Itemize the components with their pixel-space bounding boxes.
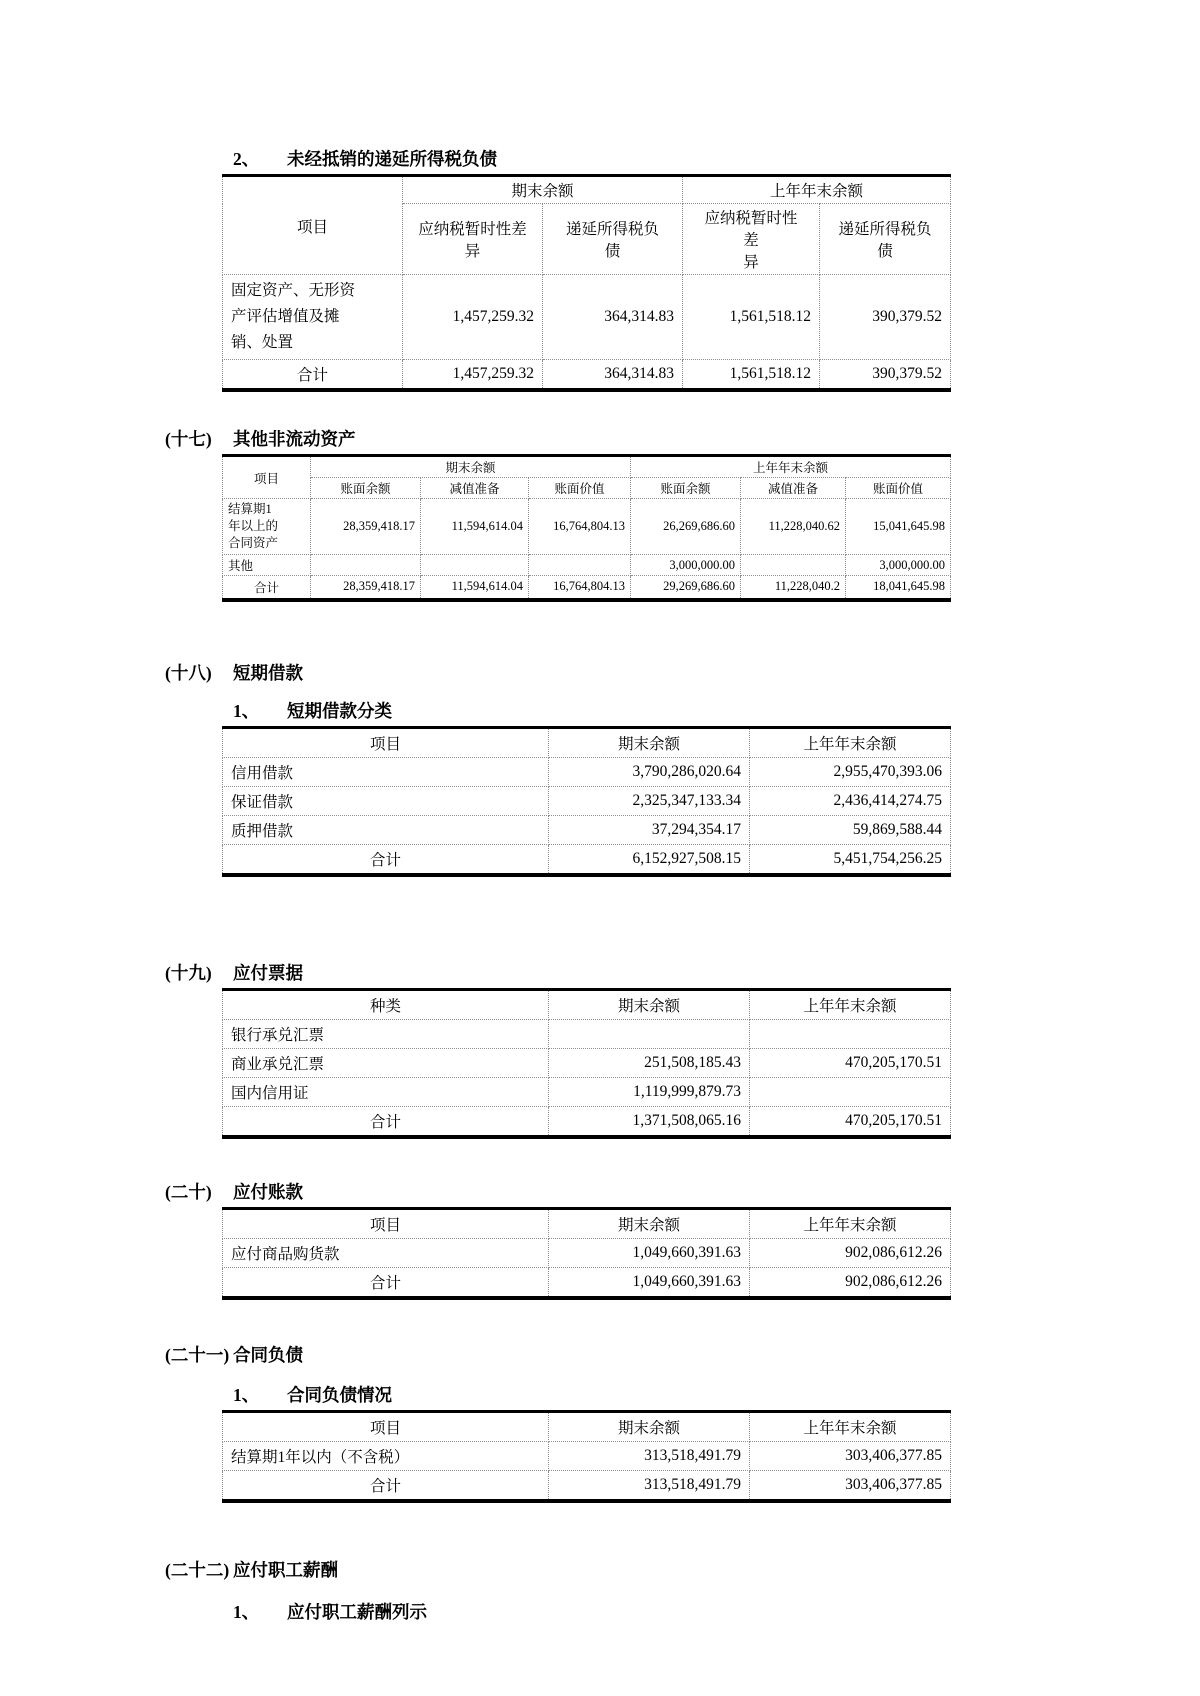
- column-header-item: 项目: [223, 176, 403, 275]
- amount-cell: 15,041,645.98: [846, 499, 951, 555]
- section-number: (二十): [165, 1181, 212, 1202]
- column-header-prior-year: 上年年末余额: [750, 989, 951, 1019]
- row-label: 商业承兑汇票: [223, 1048, 549, 1077]
- total-amount-cell: 1,371,508,065.16: [549, 1106, 750, 1137]
- subsection-title: 合同负债情况: [287, 1384, 392, 1405]
- column-header-prior-year: 上年年末余额: [683, 176, 951, 204]
- total-label: 合计: [223, 1470, 549, 1501]
- amount-cell: [741, 555, 846, 576]
- total-label: 合计: [223, 360, 403, 391]
- column-header-period-end: 期末余额: [549, 727, 750, 757]
- section-title: 应付票据: [233, 962, 303, 983]
- amount-cell: 37,294,354.17: [549, 815, 750, 844]
- total-amount-cell: 313,518,491.79: [549, 1470, 750, 1501]
- section-heading: [165, 428, 1200, 450]
- table-row: [223, 1077, 951, 1106]
- total-amount-cell: 5,451,754,256.25: [750, 844, 951, 875]
- amount-cell: 1,049,660,391.63: [549, 1238, 750, 1267]
- table-row: [223, 786, 951, 815]
- section-accounts-payable: [0, 1181, 1200, 1300]
- subsection-number: 1、: [233, 1601, 260, 1622]
- total-label: 合计: [223, 1106, 549, 1137]
- amount-cell: [529, 555, 631, 576]
- section-title: 应付职工薪酬: [233, 1559, 338, 1580]
- row-label: 国内信用证: [223, 1077, 549, 1106]
- column-header-prior-year: 上年年末余额: [750, 1208, 951, 1238]
- total-amount-cell: 1,457,259.32: [403, 360, 543, 391]
- total-row: [223, 360, 951, 391]
- table-row: [223, 499, 951, 555]
- row-label: 保证借款: [223, 786, 549, 815]
- column-header-book-value: 账面价值: [529, 478, 631, 499]
- subsection-title: 短期借款分类: [287, 700, 392, 721]
- section-notes-payable: [0, 962, 1200, 1139]
- subsection-heading: [233, 1601, 1200, 1623]
- total-amount-cell: 364,314.83: [543, 360, 683, 391]
- column-header-period-end: 期末余额: [549, 989, 750, 1019]
- column-header-prior-year: 上年年末余额: [750, 727, 951, 757]
- row-label: 银行承兑汇票: [223, 1019, 549, 1048]
- amount-cell: 2,436,414,274.75: [750, 786, 951, 815]
- section-heading: [233, 148, 1200, 170]
- total-row: [223, 576, 951, 600]
- column-header-period-end: 期末余额: [311, 456, 631, 478]
- total-amount-cell: 6,152,927,508.15: [549, 844, 750, 875]
- amount-cell: 3,000,000.00: [846, 555, 951, 576]
- column-header-item: 项目: [223, 456, 311, 499]
- amount-cell: 2,955,470,393.06: [750, 757, 951, 786]
- total-amount-cell: 902,086,612.26: [750, 1267, 951, 1298]
- deferred-tax-table: [222, 174, 951, 392]
- total-amount-cell: 1,561,518.12: [683, 360, 820, 391]
- table-row: [223, 1441, 951, 1470]
- amount-cell: 313,518,491.79: [549, 1441, 750, 1470]
- section-heading: [165, 1344, 1200, 1366]
- column-header-item: 项目: [223, 1411, 549, 1441]
- total-label: 合计: [223, 844, 549, 875]
- column-header-period-end: 期末余额: [549, 1208, 750, 1238]
- amount-cell: 28,359,418.17: [311, 499, 421, 555]
- section-other-noncurrent-assets: [0, 428, 1200, 602]
- section-title: 其他非流动资产: [233, 429, 356, 449]
- total-amount-cell: 390,379.52: [820, 360, 951, 391]
- section-employee-compensation: [0, 1559, 1200, 1623]
- total-row: [223, 1106, 951, 1137]
- row-label: 结算期1年以内（不含税）: [223, 1441, 549, 1470]
- total-amount-cell: 16,764,804.13: [529, 576, 631, 600]
- table-row: [223, 1019, 951, 1048]
- section-number: (十八): [165, 662, 212, 683]
- amount-cell: [421, 555, 529, 576]
- column-header-book-balance: 账面余额: [631, 478, 741, 499]
- amount-cell: 2,325,347,133.34: [549, 786, 750, 815]
- short-term-loans-table: [222, 726, 951, 877]
- section-contract-liabilities: [0, 1344, 1200, 1503]
- total-amount-cell: 11,594,614.04: [421, 576, 529, 600]
- section-title: 未经抵销的递延所得税负债: [287, 149, 497, 169]
- section-number: (二十二): [165, 1559, 230, 1580]
- column-header-impairment: 减值准备: [741, 478, 846, 499]
- amount-cell: 902,086,612.26: [750, 1238, 951, 1267]
- section-deferred-tax: [0, 148, 1200, 392]
- section-title: 合同负债: [233, 1344, 303, 1365]
- table-row: [223, 757, 951, 786]
- row-label: 质押借款: [223, 815, 549, 844]
- amount-cell: [750, 1077, 951, 1106]
- total-row: [223, 1267, 951, 1298]
- row-label: 其他: [223, 555, 311, 576]
- total-row: [223, 844, 951, 875]
- section-number: (十七): [165, 429, 212, 449]
- total-amount-cell: 470,205,170.51: [750, 1106, 951, 1137]
- column-header-impairment: 减值准备: [421, 478, 529, 499]
- row-label: 信用借款: [223, 757, 549, 786]
- section-heading: [165, 1559, 1200, 1581]
- row-label: 应付商品购货款: [223, 1238, 549, 1267]
- total-label: 合计: [223, 576, 311, 600]
- subsection-heading: [233, 1384, 1200, 1406]
- section-number: (十九): [165, 962, 212, 983]
- column-header-item: 项目: [223, 1208, 549, 1238]
- section-number: 2、: [233, 149, 260, 169]
- amount-cell: [549, 1019, 750, 1048]
- total-amount-cell: 18,041,645.98: [846, 576, 951, 600]
- amount-cell: [750, 1019, 951, 1048]
- row-label: 固定资产、无形资 产评估增值及摊 销、处置: [223, 275, 403, 360]
- contract-liabilities-table: [222, 1410, 951, 1503]
- section-heading: [165, 1181, 1200, 1203]
- other-noncurrent-assets-table: [222, 454, 951, 602]
- column-header-taxable-diff: 应纳税暂时性差 异: [403, 204, 543, 275]
- column-header-item: 种类: [223, 989, 549, 1019]
- section-title: 短期借款: [233, 662, 303, 683]
- amount-cell: 470,205,170.51: [750, 1048, 951, 1077]
- column-header-book-balance: 账面余额: [311, 478, 421, 499]
- row-label: 结算期1 年以上的 合同资产: [223, 499, 311, 555]
- column-header-dtl: 递延所得税负 债: [543, 204, 683, 275]
- table-row: [223, 1048, 951, 1077]
- amount-cell: 11,228,040.62: [741, 499, 846, 555]
- subsection-heading: [233, 700, 1200, 722]
- total-amount-cell: 1,049,660,391.63: [549, 1267, 750, 1298]
- section-short-term-loans: [0, 662, 1200, 877]
- amount-cell: 251,508,185.43: [549, 1048, 750, 1077]
- notes-payable-table: [222, 988, 951, 1139]
- accounts-payable-table: [222, 1207, 951, 1300]
- total-amount-cell: 11,228,040.2: [741, 576, 846, 600]
- amount-cell: 364,314.83: [543, 275, 683, 360]
- section-number: (二十一): [165, 1344, 230, 1365]
- amount-cell: 1,457,259.32: [403, 275, 543, 360]
- section-title: 应付账款: [233, 1181, 303, 1202]
- column-header-dtl: 递延所得税负 债: [820, 204, 951, 275]
- column-header-item: 项目: [223, 727, 549, 757]
- total-label: 合计: [223, 1267, 549, 1298]
- table-row: [223, 275, 951, 360]
- column-header-book-value: 账面价值: [846, 478, 951, 499]
- amount-cell: 26,269,686.60: [631, 499, 741, 555]
- subsection-number: 1、: [233, 700, 260, 721]
- amount-cell: 3,790,286,020.64: [549, 757, 750, 786]
- total-amount-cell: 303,406,377.85: [750, 1470, 951, 1501]
- total-amount-cell: 29,269,686.60: [631, 576, 741, 600]
- column-header-prior-year: 上年年末余额: [631, 456, 951, 478]
- total-amount-cell: 28,359,418.17: [311, 576, 421, 600]
- amount-cell: 16,764,804.13: [529, 499, 631, 555]
- table-row: [223, 815, 951, 844]
- table-row: [223, 1238, 951, 1267]
- column-header-period-end: 期末余额: [549, 1411, 750, 1441]
- amount-cell: 390,379.52: [820, 275, 951, 360]
- amount-cell: 1,119,999,879.73: [549, 1077, 750, 1106]
- total-row: [223, 1470, 951, 1501]
- column-header-prior-year: 上年年末余额: [750, 1411, 951, 1441]
- amount-cell: 11,594,614.04: [421, 499, 529, 555]
- section-heading: [165, 662, 1200, 684]
- column-header-period-end: 期末余额: [403, 176, 683, 204]
- column-header-taxable-diff: 应纳税暂时性差 异: [683, 204, 820, 275]
- amount-cell: 303,406,377.85: [750, 1441, 951, 1470]
- section-heading: [165, 962, 1200, 984]
- amount-cell: 59,869,588.44: [750, 815, 951, 844]
- amount-cell: 3,000,000.00: [631, 555, 741, 576]
- subsection-number: 1、: [233, 1384, 260, 1405]
- amount-cell: [311, 555, 421, 576]
- amount-cell: 1,561,518.12: [683, 275, 820, 360]
- subsection-title: 应付职工薪酬列示: [287, 1601, 427, 1622]
- table-row: [223, 555, 951, 576]
